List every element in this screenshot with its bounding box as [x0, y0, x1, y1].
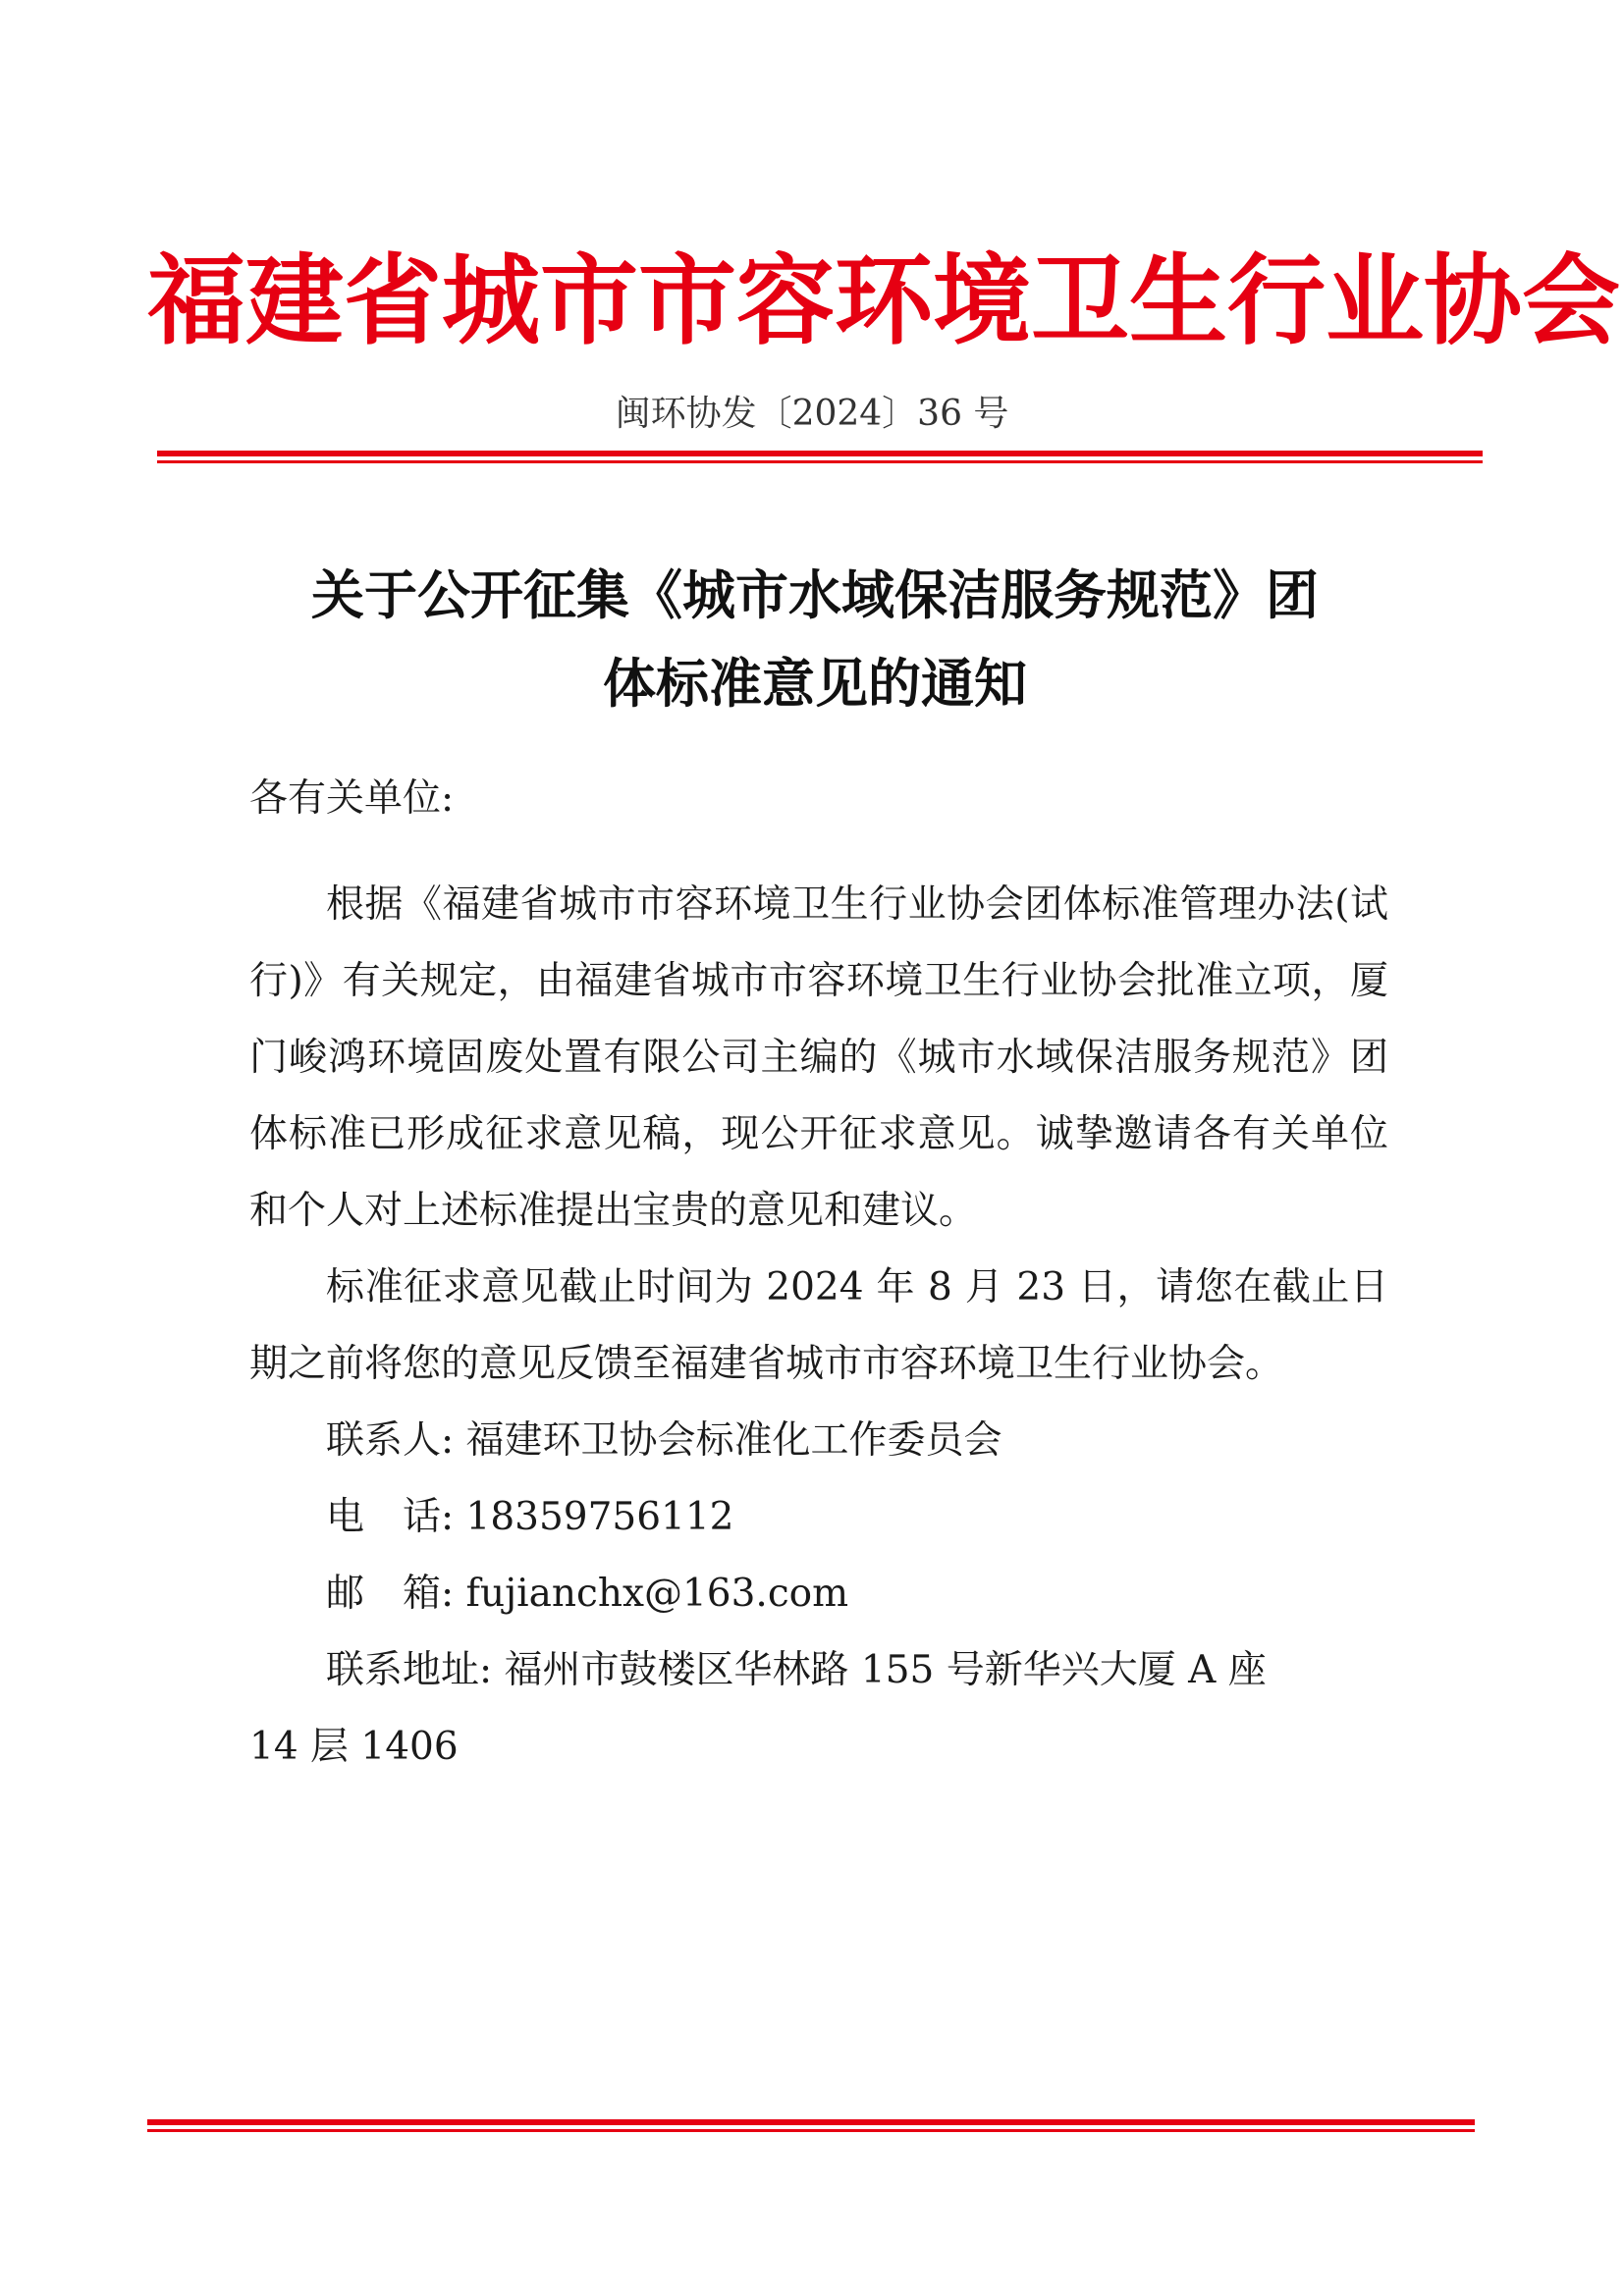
notice-body: [249, 761, 1388, 1786]
contact-address: 联系地址: 福州市鼓楼区华林路 155 号新华兴大厦 A 座: [326, 1648, 1267, 1692]
footer-divider-thin-line: [147, 2129, 1475, 2132]
contact-address-continued: 14 层 1406: [249, 1725, 459, 1769]
contact-person: 联系人: 福建环卫协会标准化工作委员会: [326, 1418, 1002, 1463]
header-divider-thin-line: [157, 460, 1483, 463]
notice-title-line1: 关于公开征集《城市水域保洁服务规范》团: [311, 564, 1319, 626]
header-divider: [157, 451, 1483, 463]
contact-phone: 电 话: 18359756112: [326, 1495, 734, 1539]
footer-divider: [147, 2119, 1475, 2132]
body-paragraph-1: 根据《福建省城市市容环境卫生行业协会团体标准管理办法(试行)》有关规定，由福建省城市市容环境卫生行业协会批准立项，厦门峻鸿环境固废处置有限公司主编的《城市水域保洁服务规范》团体标准已形成征求意见稿，现公开征求意见。诚挚邀请各有关单位和个人对上述标准提出宝贵的意见和建议。: [249, 882, 1388, 1233]
organization-header: 福建省城市市容环境卫生行业协会: [147, 242, 1620, 358]
header-divider-thick-line: [157, 451, 1483, 456]
document-number: 闽环协发〔2024〕36 号: [615, 394, 1009, 434]
salutation: 各有关单位:: [249, 776, 455, 821]
notice-title-line2: 体标准意见的通知: [603, 653, 1027, 715]
notice-title: [245, 552, 1384, 728]
body-paragraph-2: 标准征求意见截止时间为 2024 年 8 月 23 日，请您在截止日期之前将您的意见反馈至福建省城市市容环境卫生行业协会。: [249, 1265, 1388, 1386]
contact-email: 邮 箱: fujianchx@163.com: [326, 1572, 849, 1616]
footer-divider-thick-line: [147, 2119, 1475, 2125]
